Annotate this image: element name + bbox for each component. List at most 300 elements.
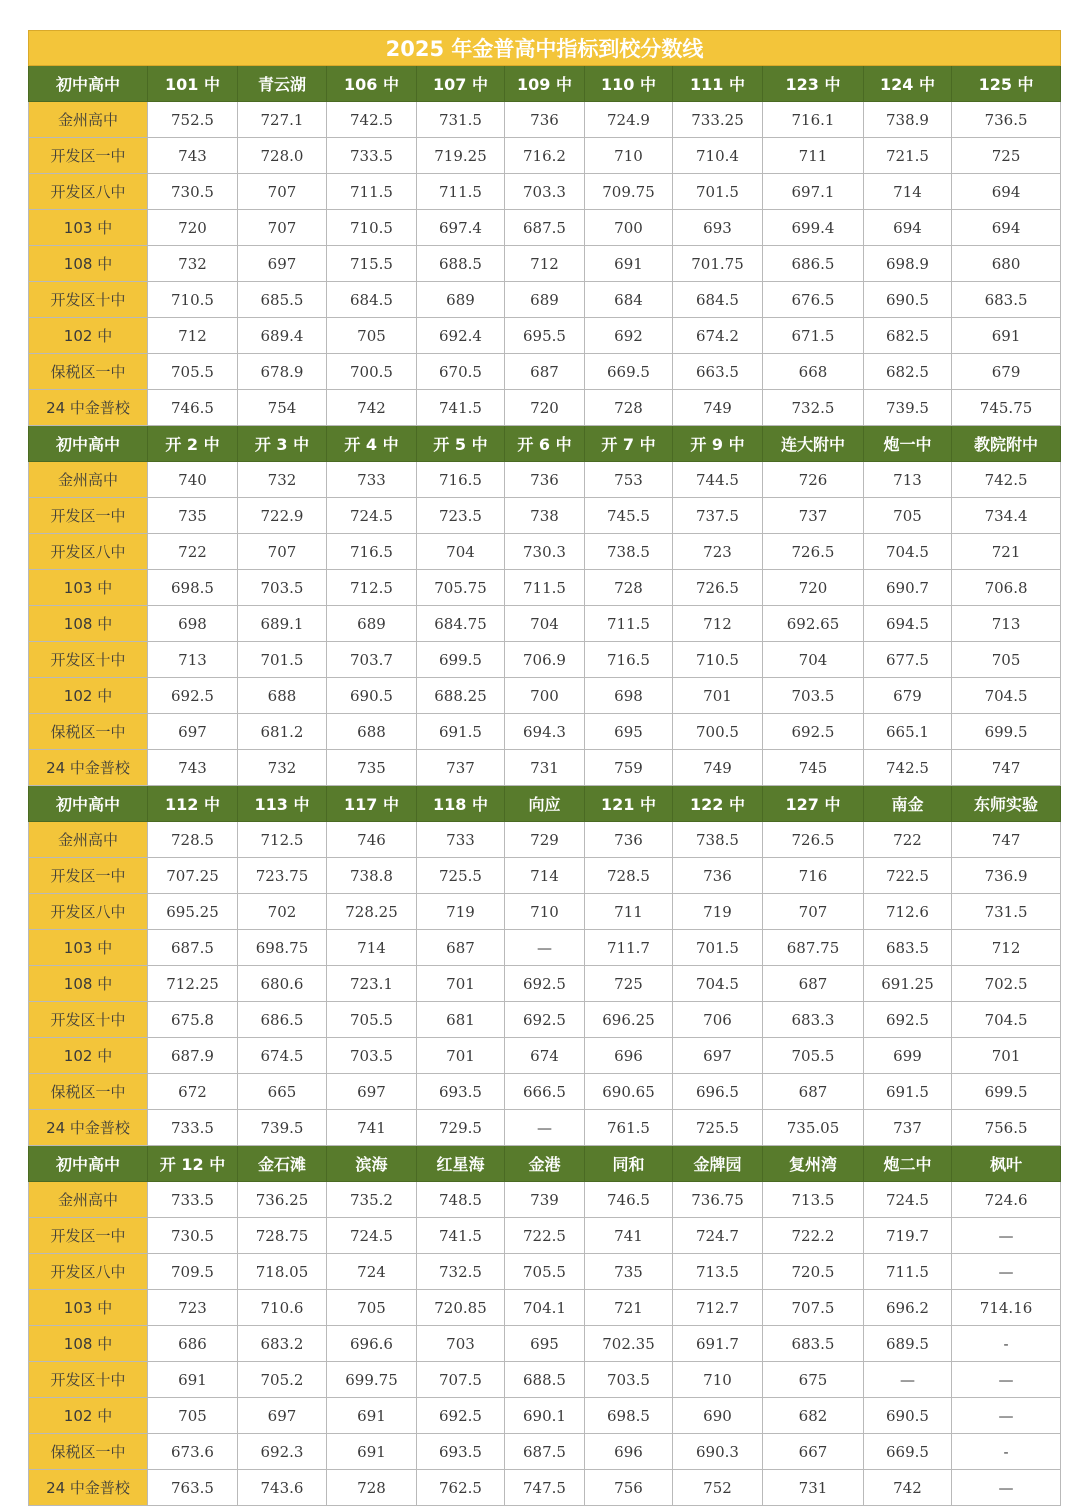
score-cell: 718.05 bbox=[238, 1254, 327, 1290]
score-cell: 692.5 bbox=[763, 714, 864, 750]
corner-header: 初中高中 bbox=[29, 786, 148, 822]
column-header: 122 中 bbox=[673, 786, 763, 822]
score-cell: 682 bbox=[763, 1398, 864, 1434]
score-cell: 746.5 bbox=[585, 1182, 673, 1218]
score-cell: 742.5 bbox=[864, 750, 952, 786]
score-cell: 722.9 bbox=[238, 498, 327, 534]
score-cell: 687.9 bbox=[148, 1038, 238, 1074]
column-header: 连大附中 bbox=[763, 426, 864, 462]
score-cell: 719 bbox=[417, 894, 505, 930]
table-row bbox=[29, 1182, 1061, 1218]
score-cell: 745.75 bbox=[952, 390, 1061, 426]
score-cell: 701.75 bbox=[673, 246, 763, 282]
score-cell: 714 bbox=[505, 858, 585, 894]
table-title: 2025 年金普高中指标到校分数线 bbox=[29, 31, 1061, 66]
score-cell: 689.5 bbox=[864, 1326, 952, 1362]
score-cell: 696.5 bbox=[673, 1074, 763, 1110]
table-row bbox=[29, 210, 1061, 246]
row-header: 24 中金普校 bbox=[29, 1470, 148, 1506]
score-cell: 711.5 bbox=[327, 174, 417, 210]
score-cell: 736.5 bbox=[952, 102, 1061, 138]
score-cell: 683.2 bbox=[238, 1326, 327, 1362]
score-cell: 714.16 bbox=[952, 1290, 1061, 1326]
score-cell: 742.5 bbox=[952, 462, 1061, 498]
column-header: 金石滩 bbox=[238, 1146, 327, 1182]
score-cell: 691 bbox=[148, 1362, 238, 1398]
table-row bbox=[29, 642, 1061, 678]
score-cell: 694.5 bbox=[864, 606, 952, 642]
score-cell: 722.5 bbox=[505, 1218, 585, 1254]
score-cell: 736 bbox=[505, 102, 585, 138]
score-cell: 733 bbox=[327, 462, 417, 498]
score-cell: 691.7 bbox=[673, 1326, 763, 1362]
score-cell: 690.65 bbox=[585, 1074, 673, 1110]
score-cell: 739.5 bbox=[864, 390, 952, 426]
score-cell: 681.2 bbox=[238, 714, 327, 750]
score-cell: 684.5 bbox=[327, 282, 417, 318]
score-cell: 678.9 bbox=[238, 354, 327, 390]
score-cell: 749 bbox=[673, 390, 763, 426]
title-row bbox=[29, 31, 1061, 66]
score-cell: 689.1 bbox=[238, 606, 327, 642]
score-cell: 705.5 bbox=[148, 354, 238, 390]
score-cell: 696.6 bbox=[327, 1326, 417, 1362]
table-row bbox=[29, 246, 1061, 282]
score-cell: 740 bbox=[148, 462, 238, 498]
score-table bbox=[28, 30, 1061, 1506]
score-cell: 711.5 bbox=[417, 174, 505, 210]
score-cell: 696 bbox=[585, 1434, 673, 1470]
header-row bbox=[29, 1146, 1061, 1182]
score-cell: 711.7 bbox=[585, 930, 673, 966]
score-cell: 707 bbox=[763, 894, 864, 930]
score-cell: 720 bbox=[148, 210, 238, 246]
header-row bbox=[29, 426, 1061, 462]
score-cell: 737 bbox=[763, 498, 864, 534]
score-cell: 759 bbox=[585, 750, 673, 786]
score-cell: 731 bbox=[505, 750, 585, 786]
score-cell: 735.2 bbox=[327, 1182, 417, 1218]
score-cell: 711 bbox=[763, 138, 864, 174]
score-cell: 701 bbox=[417, 1038, 505, 1074]
score-cell: 725.5 bbox=[417, 858, 505, 894]
score-cell: 693 bbox=[673, 210, 763, 246]
score-cell: 712.5 bbox=[238, 822, 327, 858]
score-cell: 697 bbox=[673, 1038, 763, 1074]
score-cell: 711.5 bbox=[864, 1254, 952, 1290]
score-cell: 703.5 bbox=[585, 1362, 673, 1398]
score-cell: 729.5 bbox=[417, 1110, 505, 1146]
table-row bbox=[29, 1398, 1061, 1434]
score-cell: 731 bbox=[763, 1470, 864, 1506]
score-cell: 724 bbox=[327, 1254, 417, 1290]
score-cell: 704 bbox=[505, 606, 585, 642]
score-cell: 716.5 bbox=[417, 462, 505, 498]
score-cell: — bbox=[952, 1398, 1061, 1434]
score-cell: 732.5 bbox=[763, 390, 864, 426]
score-cell: 725 bbox=[585, 966, 673, 1002]
score-cell: 697 bbox=[327, 1074, 417, 1110]
score-cell: 669.5 bbox=[585, 354, 673, 390]
score-cell: 692.5 bbox=[417, 1398, 505, 1434]
score-cell: 687.75 bbox=[763, 930, 864, 966]
table-row bbox=[29, 930, 1061, 966]
table-row bbox=[29, 750, 1061, 786]
score-cell: — bbox=[952, 1470, 1061, 1506]
score-cell: 737 bbox=[417, 750, 505, 786]
score-cell: 728 bbox=[585, 570, 673, 606]
score-cell: 703.5 bbox=[238, 570, 327, 606]
score-cell: 723.75 bbox=[238, 858, 327, 894]
score-cell: 712 bbox=[505, 246, 585, 282]
score-cell: 745 bbox=[763, 750, 864, 786]
score-cell: 720.85 bbox=[417, 1290, 505, 1326]
score-cell: 748.5 bbox=[417, 1182, 505, 1218]
score-cell: 739.5 bbox=[238, 1110, 327, 1146]
table-row bbox=[29, 318, 1061, 354]
score-cell: 665.1 bbox=[864, 714, 952, 750]
score-cell: 697.4 bbox=[417, 210, 505, 246]
score-cell: 720.5 bbox=[763, 1254, 864, 1290]
score-cell: 761.5 bbox=[585, 1110, 673, 1146]
table-row bbox=[29, 534, 1061, 570]
score-cell: 692.5 bbox=[148, 678, 238, 714]
table-row bbox=[29, 1290, 1061, 1326]
row-header: 开发区一中 bbox=[29, 138, 148, 174]
row-header: 108 中 bbox=[29, 1326, 148, 1362]
score-cell: 747.5 bbox=[505, 1470, 585, 1506]
score-cell: 685.5 bbox=[238, 282, 327, 318]
score-table-container bbox=[28, 30, 1060, 1506]
score-cell: 732.5 bbox=[417, 1254, 505, 1290]
score-cell: 663.5 bbox=[673, 354, 763, 390]
score-cell: 733 bbox=[417, 822, 505, 858]
score-cell: 716 bbox=[763, 858, 864, 894]
table-row bbox=[29, 390, 1061, 426]
score-cell: 704.5 bbox=[952, 678, 1061, 714]
score-cell: 730.5 bbox=[148, 1218, 238, 1254]
table-row bbox=[29, 1074, 1061, 1110]
score-cell: 687.5 bbox=[148, 930, 238, 966]
score-cell: 725.5 bbox=[673, 1110, 763, 1146]
score-cell: — bbox=[505, 930, 585, 966]
score-cell: 746.5 bbox=[148, 390, 238, 426]
score-cell: 689 bbox=[327, 606, 417, 642]
score-cell: 728.5 bbox=[585, 858, 673, 894]
score-cell: 733.5 bbox=[148, 1110, 238, 1146]
score-cell: 702.35 bbox=[585, 1326, 673, 1362]
score-cell: 728 bbox=[327, 1470, 417, 1506]
score-cell: 680 bbox=[952, 246, 1061, 282]
table-row bbox=[29, 606, 1061, 642]
row-header: 108 中 bbox=[29, 246, 148, 282]
table-row bbox=[29, 282, 1061, 318]
score-cell: 738.8 bbox=[327, 858, 417, 894]
score-cell: 738.9 bbox=[864, 102, 952, 138]
score-cell: 689 bbox=[505, 282, 585, 318]
table-row bbox=[29, 858, 1061, 894]
score-cell: 692.5 bbox=[505, 966, 585, 1002]
score-cell: 756.5 bbox=[952, 1110, 1061, 1146]
score-cell: 706 bbox=[673, 1002, 763, 1038]
table-row bbox=[29, 1038, 1061, 1074]
score-cell: — bbox=[952, 1362, 1061, 1398]
column-header: 东师实验 bbox=[952, 786, 1061, 822]
table-row bbox=[29, 1002, 1061, 1038]
score-cell: 684.5 bbox=[673, 282, 763, 318]
score-cell: 694 bbox=[864, 210, 952, 246]
score-cell: 752.5 bbox=[148, 102, 238, 138]
row-header: 103 中 bbox=[29, 930, 148, 966]
score-cell: 745.5 bbox=[585, 498, 673, 534]
score-cell: 700 bbox=[505, 678, 585, 714]
score-cell: 738.5 bbox=[673, 822, 763, 858]
score-cell: 705 bbox=[148, 1398, 238, 1434]
score-cell: 735 bbox=[585, 1254, 673, 1290]
corner-header: 初中高中 bbox=[29, 66, 148, 102]
score-cell: 701 bbox=[952, 1038, 1061, 1074]
score-cell: 727.1 bbox=[238, 102, 327, 138]
score-cell: 726.5 bbox=[763, 822, 864, 858]
score-cell: 668 bbox=[763, 354, 864, 390]
column-header: 110 中 bbox=[585, 66, 673, 102]
score-cell: 699.5 bbox=[417, 642, 505, 678]
score-cell: 753 bbox=[585, 462, 673, 498]
score-cell: 724.9 bbox=[585, 102, 673, 138]
score-cell: 705.75 bbox=[417, 570, 505, 606]
score-cell: 701 bbox=[673, 678, 763, 714]
score-cell: 709.75 bbox=[585, 174, 673, 210]
score-cell: 710.6 bbox=[238, 1290, 327, 1326]
score-cell: 695 bbox=[505, 1326, 585, 1362]
score-cell: 705.2 bbox=[238, 1362, 327, 1398]
column-header: 向应 bbox=[505, 786, 585, 822]
table-row bbox=[29, 174, 1061, 210]
score-cell: 700.5 bbox=[327, 354, 417, 390]
score-cell: 679 bbox=[864, 678, 952, 714]
column-header: 121 中 bbox=[585, 786, 673, 822]
column-header: 开 5 中 bbox=[417, 426, 505, 462]
score-cell: 712.5 bbox=[327, 570, 417, 606]
score-cell: 720 bbox=[763, 570, 864, 606]
score-cell: 713 bbox=[864, 462, 952, 498]
row-header: 金州高中 bbox=[29, 822, 148, 858]
score-cell: 716.1 bbox=[763, 102, 864, 138]
score-cell: 689.4 bbox=[238, 318, 327, 354]
row-header: 108 中 bbox=[29, 606, 148, 642]
row-header: 金州高中 bbox=[29, 1182, 148, 1218]
table-row bbox=[29, 1254, 1061, 1290]
score-cell: 707.25 bbox=[148, 858, 238, 894]
column-header: 青云湖 bbox=[238, 66, 327, 102]
corner-header: 初中高中 bbox=[29, 1146, 148, 1182]
score-table-body bbox=[29, 31, 1061, 1506]
score-cell: 735.05 bbox=[763, 1110, 864, 1146]
score-cell: 711.5 bbox=[585, 606, 673, 642]
score-cell: 707 bbox=[238, 174, 327, 210]
table-row bbox=[29, 822, 1061, 858]
score-cell: 687.5 bbox=[505, 1434, 585, 1470]
score-cell: 722.2 bbox=[763, 1218, 864, 1254]
score-cell: 705.5 bbox=[505, 1254, 585, 1290]
row-header: 开发区十中 bbox=[29, 1362, 148, 1398]
column-header: 111 中 bbox=[673, 66, 763, 102]
column-header: 同和 bbox=[585, 1146, 673, 1182]
score-cell: 691.25 bbox=[864, 966, 952, 1002]
score-cell: 687 bbox=[763, 1074, 864, 1110]
score-cell: 704.1 bbox=[505, 1290, 585, 1326]
score-cell: 713.5 bbox=[763, 1182, 864, 1218]
score-cell: 742 bbox=[864, 1470, 952, 1506]
score-cell: 684 bbox=[585, 282, 673, 318]
score-cell: 686.5 bbox=[238, 1002, 327, 1038]
row-header: 103 中 bbox=[29, 210, 148, 246]
column-header: 开 12 中 bbox=[148, 1146, 238, 1182]
score-cell: 747 bbox=[952, 750, 1061, 786]
column-header: 101 中 bbox=[148, 66, 238, 102]
score-cell: 736.25 bbox=[238, 1182, 327, 1218]
score-cell: 694 bbox=[952, 210, 1061, 246]
score-cell: 701.5 bbox=[673, 174, 763, 210]
score-cell: 723 bbox=[148, 1290, 238, 1326]
score-cell: 731.5 bbox=[952, 894, 1061, 930]
score-cell: 704 bbox=[763, 642, 864, 678]
column-header: 112 中 bbox=[148, 786, 238, 822]
row-header: 开发区一中 bbox=[29, 1218, 148, 1254]
score-cell: 725 bbox=[952, 138, 1061, 174]
score-cell: 697 bbox=[238, 1398, 327, 1434]
score-cell: 692.5 bbox=[505, 1002, 585, 1038]
column-header: 125 中 bbox=[952, 66, 1061, 102]
score-cell: 733.5 bbox=[148, 1182, 238, 1218]
score-cell: 728.75 bbox=[238, 1218, 327, 1254]
score-cell: — bbox=[864, 1362, 952, 1398]
score-cell: 690.5 bbox=[327, 678, 417, 714]
row-header: 102 中 bbox=[29, 1398, 148, 1434]
score-cell: 696.25 bbox=[585, 1002, 673, 1038]
score-cell: 674.2 bbox=[673, 318, 763, 354]
row-header: 保税区一中 bbox=[29, 1434, 148, 1470]
score-cell: 710 bbox=[505, 894, 585, 930]
score-cell: 743 bbox=[148, 138, 238, 174]
score-cell: 721.5 bbox=[864, 138, 952, 174]
score-cell: 713 bbox=[148, 642, 238, 678]
table-row bbox=[29, 678, 1061, 714]
score-cell: 689 bbox=[417, 282, 505, 318]
score-cell: 728.25 bbox=[327, 894, 417, 930]
score-cell: 695 bbox=[585, 714, 673, 750]
score-cell: 679 bbox=[952, 354, 1061, 390]
column-header: 127 中 bbox=[763, 786, 864, 822]
score-cell: — bbox=[952, 1218, 1061, 1254]
score-cell: 732 bbox=[148, 246, 238, 282]
score-cell: 706.8 bbox=[952, 570, 1061, 606]
score-cell: 705 bbox=[952, 642, 1061, 678]
score-cell: 734.4 bbox=[952, 498, 1061, 534]
score-cell: 716.5 bbox=[327, 534, 417, 570]
score-cell: 682.5 bbox=[864, 318, 952, 354]
score-cell: 675.8 bbox=[148, 1002, 238, 1038]
score-cell: 762.5 bbox=[417, 1470, 505, 1506]
score-cell: 697 bbox=[238, 246, 327, 282]
row-header: 金州高中 bbox=[29, 102, 148, 138]
score-cell: 716.5 bbox=[585, 642, 673, 678]
score-cell: 712 bbox=[952, 930, 1061, 966]
score-cell: 736 bbox=[673, 858, 763, 894]
score-cell: 677.5 bbox=[864, 642, 952, 678]
score-cell: 702.5 bbox=[952, 966, 1061, 1002]
score-cell: 683.5 bbox=[864, 930, 952, 966]
score-cell: 710 bbox=[585, 138, 673, 174]
score-cell: 710.5 bbox=[327, 210, 417, 246]
score-cell: 715.5 bbox=[327, 246, 417, 282]
score-cell: 714 bbox=[864, 174, 952, 210]
score-cell: 712.7 bbox=[673, 1290, 763, 1326]
score-cell: 736.75 bbox=[673, 1182, 763, 1218]
score-cell: 699.5 bbox=[952, 714, 1061, 750]
score-cell: 709.5 bbox=[148, 1254, 238, 1290]
score-cell: 736.9 bbox=[952, 858, 1061, 894]
score-cell: 698 bbox=[585, 678, 673, 714]
table-row bbox=[29, 1362, 1061, 1398]
column-header: 滨海 bbox=[327, 1146, 417, 1182]
score-cell: 724.5 bbox=[864, 1182, 952, 1218]
score-cell: 712.25 bbox=[148, 966, 238, 1002]
table-row bbox=[29, 354, 1061, 390]
score-cell: 741.5 bbox=[417, 1218, 505, 1254]
score-cell: 683.5 bbox=[952, 282, 1061, 318]
score-cell: 692.3 bbox=[238, 1434, 327, 1470]
score-cell: 690.1 bbox=[505, 1398, 585, 1434]
score-cell: 705 bbox=[327, 318, 417, 354]
score-cell: 742.5 bbox=[327, 102, 417, 138]
score-cell: 703.3 bbox=[505, 174, 585, 210]
table-row bbox=[29, 894, 1061, 930]
score-cell: 692 bbox=[585, 318, 673, 354]
table-row bbox=[29, 462, 1061, 498]
score-cell: 736 bbox=[505, 462, 585, 498]
table-row bbox=[29, 966, 1061, 1002]
score-cell: 691 bbox=[585, 246, 673, 282]
score-cell: 692.65 bbox=[763, 606, 864, 642]
score-cell: 719.25 bbox=[417, 138, 505, 174]
score-cell: 688.25 bbox=[417, 678, 505, 714]
score-cell: 716.2 bbox=[505, 138, 585, 174]
score-cell: 722.5 bbox=[864, 858, 952, 894]
score-cell: - bbox=[952, 1434, 1061, 1470]
score-cell: 694 bbox=[952, 174, 1061, 210]
column-header: 炮一中 bbox=[864, 426, 952, 462]
row-header: 102 中 bbox=[29, 318, 148, 354]
score-cell: 705 bbox=[864, 498, 952, 534]
score-cell: 683.5 bbox=[763, 1326, 864, 1362]
score-cell: 728.5 bbox=[148, 822, 238, 858]
score-cell: 686.5 bbox=[763, 246, 864, 282]
score-cell: 721 bbox=[952, 534, 1061, 570]
score-cell: 735 bbox=[327, 750, 417, 786]
score-cell: 694.3 bbox=[505, 714, 585, 750]
score-cell: 688.5 bbox=[417, 246, 505, 282]
column-header: 124 中 bbox=[864, 66, 952, 102]
score-cell: 703.5 bbox=[763, 678, 864, 714]
score-cell: 710 bbox=[673, 1362, 763, 1398]
column-header: 金牌园 bbox=[673, 1146, 763, 1182]
score-cell: 681 bbox=[417, 1002, 505, 1038]
score-cell: 719.7 bbox=[864, 1218, 952, 1254]
table-row bbox=[29, 1218, 1061, 1254]
column-header: 117 中 bbox=[327, 786, 417, 822]
score-cell: 687.5 bbox=[505, 210, 585, 246]
